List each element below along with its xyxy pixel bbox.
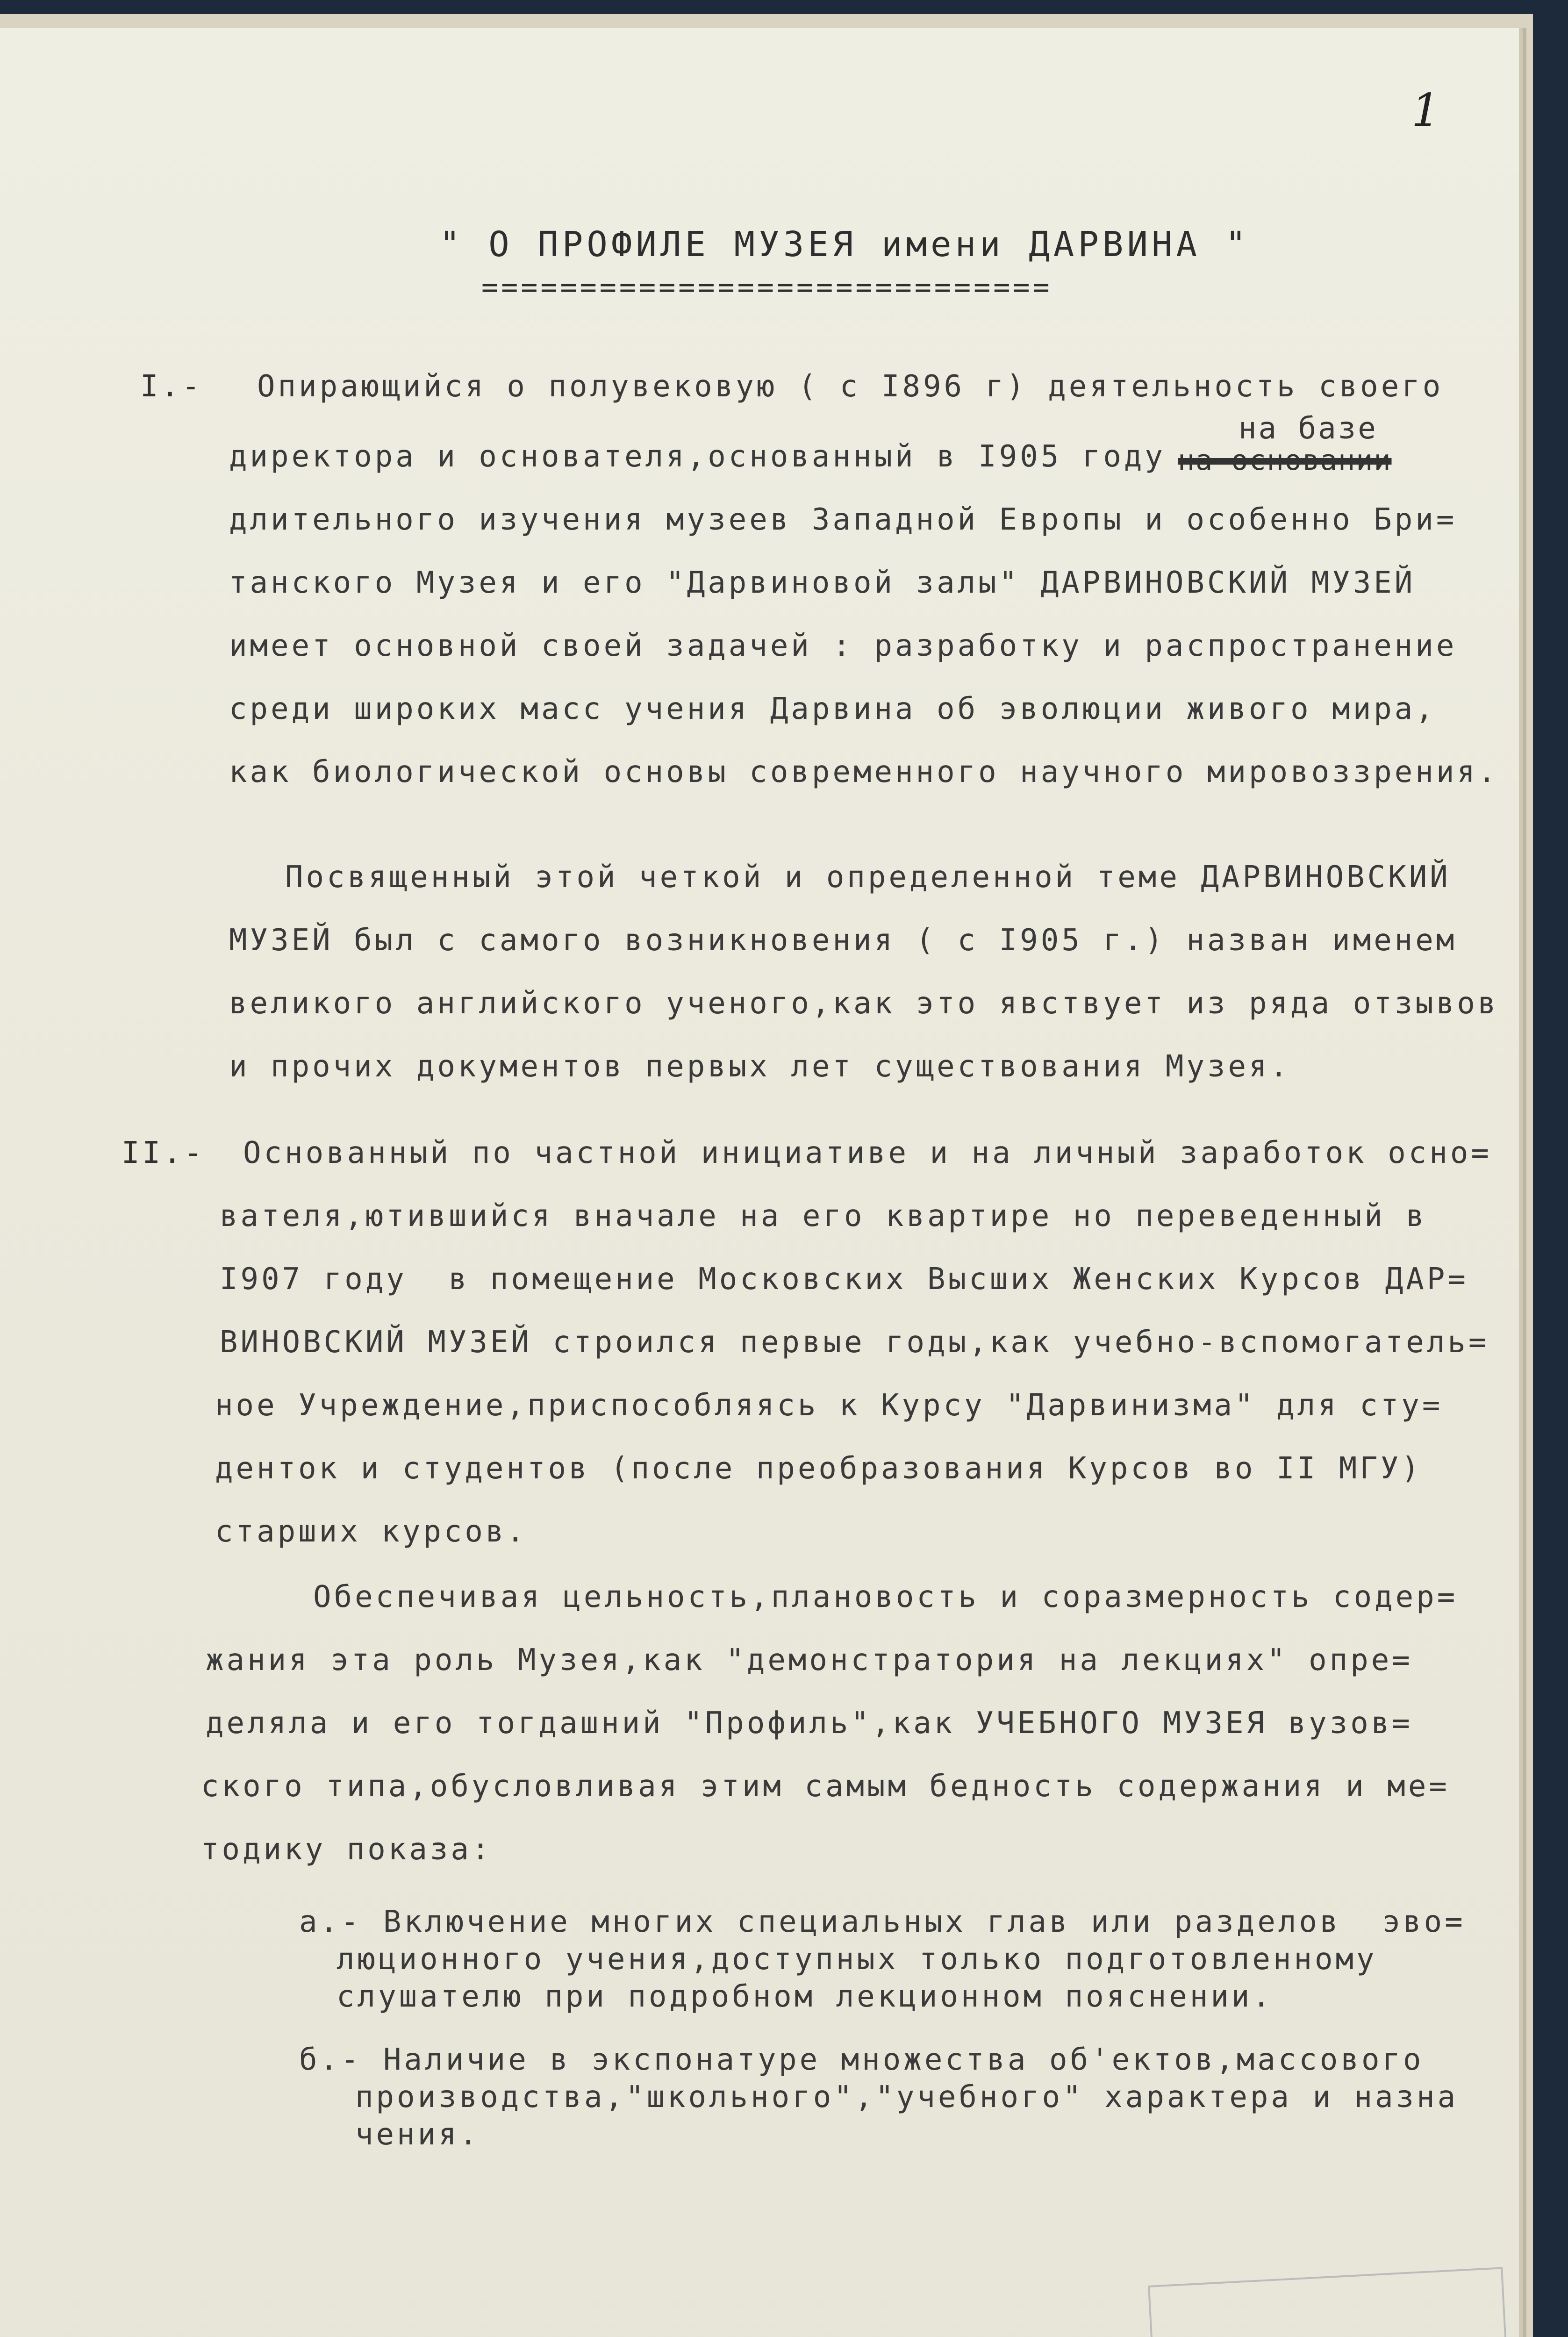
text-line: Основанный по частной инициативе и на личный заработок осно= [243, 1136, 1492, 1170]
text-line: вателя,ютившийся вначале на его квартире но переведенный в [220, 1199, 1427, 1233]
list-item-line: производства,"школьного","учебного" характера и назна [355, 2080, 1459, 2115]
text-line: как биологической основы современного научного мировоззрения. [229, 755, 1499, 789]
text-line: ное Учреждение,приспособляясь к Курсу "Дарвинизма" для сту= [215, 1388, 1443, 1423]
text-line: старших курсов. [215, 1514, 527, 1549]
text-line: и прочих документов первых лет существования Музея. [229, 1049, 1291, 1084]
page-number: 1 [1411, 84, 1440, 136]
handwritten-insertion: на базе [1239, 411, 1378, 446]
text-line: среди широких масс учения Дарвина об эволюции живого мира, [229, 692, 1436, 726]
text-line: танского Музея и его "Дарвиновой залы" ДАРВИНОВСКИЙ МУЗЕЙ [229, 566, 1416, 600]
list-item-line: Включение многих специальных глав или разделов эво= [383, 1905, 1466, 1939]
document-title: " О ПРОФИЛЕ МУЗЕЯ имени ДАРВИНА " [439, 224, 1250, 265]
text-line: Обеспечивая цельность,плановость и соразмерность содер= [313, 1580, 1458, 1614]
text-line: длительного изучения музеев Западной Европы и особенно Бри= [229, 502, 1457, 537]
text-line: великого английского ученого,как это явствует из ряда отзывов [229, 986, 1499, 1021]
text-line: жания эта роль Музея,как "демонстратория на лекциях" опре= [206, 1643, 1413, 1677]
list-item-line: чения. [355, 2117, 480, 2152]
text-line: Посвященный этой четкой и определенной теме ДАРВИНОВСКИЙ [285, 860, 1451, 895]
list-item-line: Наличие в экспонатуре множества об'ектов,массового [383, 2043, 1424, 2077]
list-marker: а.- [299, 1905, 362, 1939]
text-line: ВИНОВСКИЙ МУЗЕЙ строился первые годы,как учебно-вспомогатель= [220, 1325, 1489, 1360]
text-line: денток и студентов (после преобразования Курсов во II МГУ) [215, 1451, 1422, 1486]
list-marker: б.- [299, 2043, 362, 2077]
title-underline: ============================= [481, 271, 1052, 304]
list-item-line: слушателю при подробном лекционном пояснении. [337, 1979, 1273, 2014]
text-line: I907 году в помещение Московских Высших Женских Курсов ДАР= [220, 1262, 1468, 1297]
text-line: ского типа,обусловливая этим самым бедность содержания и ме= [201, 1769, 1450, 1804]
text-line: деляла и его тогдашний "Профиль",как УЧЕБНОГО МУЗЕЯ вузов= [206, 1706, 1413, 1741]
struck-text: на основании [1178, 444, 1392, 477]
section-number-2: II.- [122, 1136, 205, 1170]
text-line: МУЗЕЙ был с самого возникновения ( с I905 г.) назван именем [229, 923, 1457, 958]
text-line: Опирающийся о полувековую ( с I896 г) деятельность своего [257, 369, 1444, 404]
text-line: имеет основной своей задачей : разработку и распространение [229, 629, 1457, 663]
text-line: тодику показа: [201, 1832, 493, 1867]
text-line: директора и основателя,основанный в I905 году [229, 439, 1166, 474]
section-number-1: I.- [140, 369, 203, 404]
list-item-line: люционного учения,доступных только подготовленному [337, 1942, 1377, 1977]
